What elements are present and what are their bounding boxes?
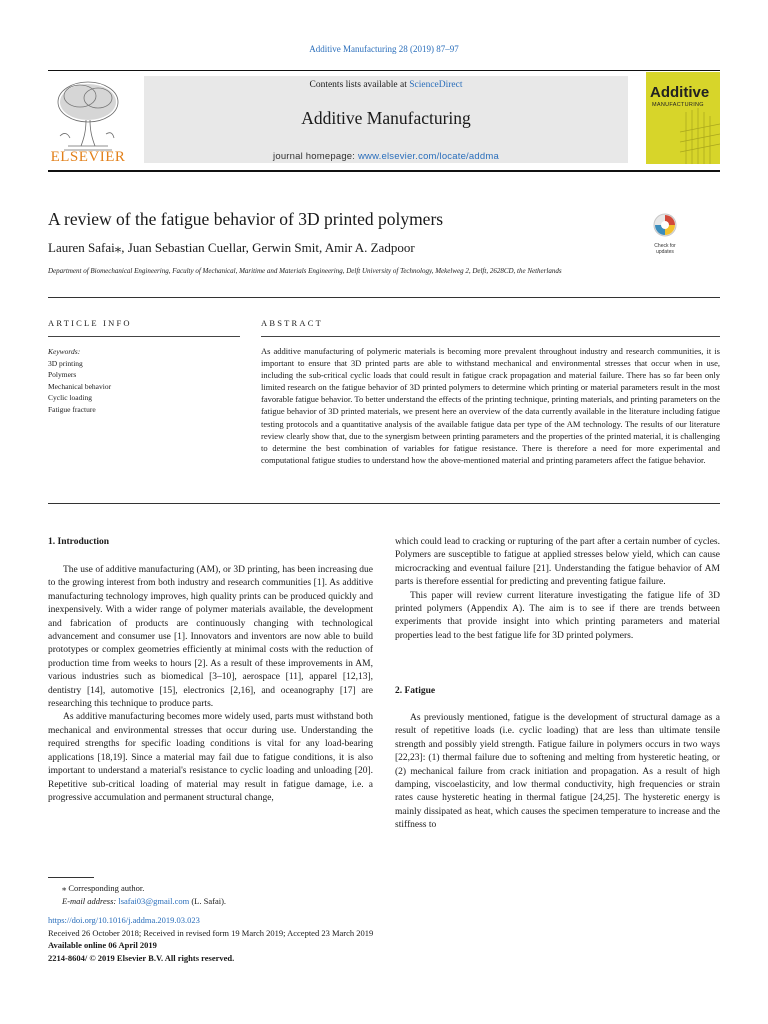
- journal-citation[interactable]: Additive Manufacturing 28 (2019) 87–97: [309, 44, 459, 54]
- intro-paragraph-1: The use of additive manufacturing (AM), or 3D printing, has been increasing due to the growing interest from both industry and research communities [1]. As additive manufacturing technology improves, high quality prints can be produced quickly and inexpensively. With a wider range of polymer materials available, the development and fabrication of products are continuously changing with technological advancement and consumer use [1]. Innovators and inventors are now able to build prototypes or complex geometries efficiently at minimal costs with the reduction of production time from weeks to hours [2]. As a result of these improvements in AM, various industries such as biomedical [3–10], aerospace [11], apparel [12,13], dentistry [14], automotive [15], electronics [2,16], and oceanography [17] are researching this technique to produce parts.: [48, 565, 373, 710]
- keyword-item: Mechanical behavior: [48, 381, 112, 391]
- check-for-updates-badge[interactable]: [646, 212, 684, 255]
- article-title: A review of the fatigue behavior of 3D printed polymers: [48, 209, 444, 229]
- intro-paragraph-3: which could lead to cracking or rupturing of the part after a certain number of cycles. Polymers are susceptible to fatigue at applied stresses below yield, which can cause microcracking and eventual failure [21]. Understanding the fatigue behavior of AM parts is therefore essential for predicting and preventing fatigue failure.: [395, 537, 720, 588]
- author-list: Lauren Safai⁎, Juan Sebastian Cuellar, Gerwin Smit, Amir A. Zadpoor: [48, 240, 415, 255]
- keywords-list: [48, 346, 240, 415]
- keyword-item: Cyclic loading: [48, 393, 92, 402]
- elsevier-wordmark: ELSEVIER: [50, 149, 126, 165]
- journal-name: Additive Manufacturing: [301, 108, 471, 128]
- intro-paragraph-4: This paper will review current literature investigating the fatigue life of 3D printed polymers (Appendix A). The aim is to see if there are trends between experiments that provide insight into which printing parameters and material properties lead to the best fatigue life for 3D printed polymers.: [395, 590, 720, 641]
- check-updates-line-1: Check for: [654, 243, 676, 249]
- email-note: [48, 895, 448, 908]
- copyright: 2214-8604/ © 2019 Elsevier B.V. All rights reserved.: [48, 952, 235, 963]
- left-column: [48, 564, 373, 805]
- keyword-item: Polymers: [48, 370, 77, 379]
- homepage-label: journal homepage:: [273, 151, 358, 162]
- right-column: [395, 536, 720, 643]
- keywords-label: Keywords:: [48, 347, 81, 356]
- keyword-item: 3D printing: [48, 358, 83, 368]
- section-rule: [48, 297, 720, 298]
- sciencedirect-link[interactable]: ScienceDirect: [409, 80, 463, 90]
- fatigue-heading: 2. Fatigue: [395, 686, 436, 696]
- abstract-text: As additive manufacturing of polymeric materials is becoming more prevalent throughout industry and research communities, it is important to ensure that 3D printed parts are able to withstand mechanical and environmental stresses that occur when in use, including the sub-critical cyclic loads that could result in fatigue crack propagation and material failure. There has so far been only limited research on the fatigue behavior of 3D printed polymers to determine which printing or material parameters result in the most favorable fatigue behavior. To better understand the effects of the printing technique, printing materials, and printing parameters on the fatigue behavior of 3D printed materials, we present here an overview of the data currently available in the literature including fatigue testing protocols and a quantitative analysis of the available fatigue data per type of the AM technology. The results of our literature review clearly show that, due to the synergism between printing parameters and the properties of the printed material, it is challenging to determine the best combination of variables for fatigue resistance. There is therefore a need for more experimental and computational fatigue studies to understand how the above-mentioned material and printing parameters affect the fatigue behavior.: [261, 346, 720, 465]
- homepage-link[interactable]: www.elsevier.com/locate/addma: [357, 151, 499, 162]
- cover-title: Additive: [650, 84, 710, 101]
- contents-line: [144, 80, 628, 90]
- header-rule: [48, 70, 720, 71]
- corresponding-author-note: ⁎ Corresponding author.: [62, 883, 145, 893]
- email-link[interactable]: lsafai03@gmail.com: [118, 895, 190, 906]
- cover-subtitle: MANUFACTURING: [652, 102, 704, 108]
- keyword-item: Fatigue fracture: [48, 404, 96, 414]
- introduction-heading: 1. Introduction: [48, 537, 110, 547]
- header-rule-thick: [48, 170, 720, 172]
- intro-paragraph-2: As additive manufacturing becomes more widely used, parts must withstand both mechanical and environmental stresses that occur during use. Understanding the required strengths for specific loading conditions is vital for any load-bearing applications [18,19]. Since a material may fail due to fatigue conditions, it is also important to understand a material's resistance to cyclic loading and unloading [20]. Repetitive sub-critical loading of material may result in fatigue damage, i.e. a progressive accumulation and permanent structural change,: [48, 712, 373, 803]
- author-affiliation: Department of Biomechanical Engineering, Faculty of Mechanical, Maritime and Materials Engineering, Delft University of Technology, Mekelweg 2, Delft, 2628CD, the Netherlands: [48, 267, 562, 275]
- email-label: E-mail address:: [62, 895, 119, 906]
- journal-homepage: [144, 151, 628, 162]
- check-updates-line-2: updates: [656, 249, 674, 255]
- abstract-bottom-rule: [48, 503, 720, 504]
- footnote-rule: [48, 877, 94, 878]
- fatigue-paragraph-1: As previously mentioned, fatigue is the development of structural damage as a result of repetitive loads (i.e. cyclic loading) that are less than ultimate tensile strength and possibly yield strength. Fatigue failure in polymers occurs in two ways [22,23]: (1) thermal failure due to softening and melting from hysteretic heating, or (2) mechanical failure from crack initiation and propagation. As a result of high damping, viscoelasticity, and low thermal conductivity, high frequencies or strain rates cause hysteretic heating in thermal fatigue [24,25]. The hysteretic energy is mainly dissipated as heat, which causes the specimen temperature to increase and the stiffness to: [395, 713, 720, 831]
- fatigue-section: [395, 712, 720, 833]
- article-info-rule: [48, 336, 240, 337]
- email-suffix: (L. Safai).: [189, 895, 227, 906]
- footnotes: [48, 882, 448, 907]
- crossmark-icon: [646, 212, 684, 238]
- abstract-rule: [261, 336, 720, 337]
- contents-prefix: Contents lists available at: [309, 80, 410, 90]
- elsevier-logo: [48, 76, 128, 166]
- abstract-heading: ABSTRACT: [261, 318, 323, 328]
- received-dates: Received 26 October 2018; Received in revised form 19 March 2019; Accepted 23 March 2019: [48, 927, 374, 938]
- article-info-heading: ARTICLE INFO: [48, 318, 132, 328]
- journal-cover-thumbnail[interactable]: [646, 72, 720, 164]
- available-online: Available online 06 April 2019: [48, 940, 157, 950]
- publication-info: [48, 914, 648, 964]
- doi-link[interactable]: https://doi.org/10.1016/j.addma.2019.03.023: [48, 915, 200, 925]
